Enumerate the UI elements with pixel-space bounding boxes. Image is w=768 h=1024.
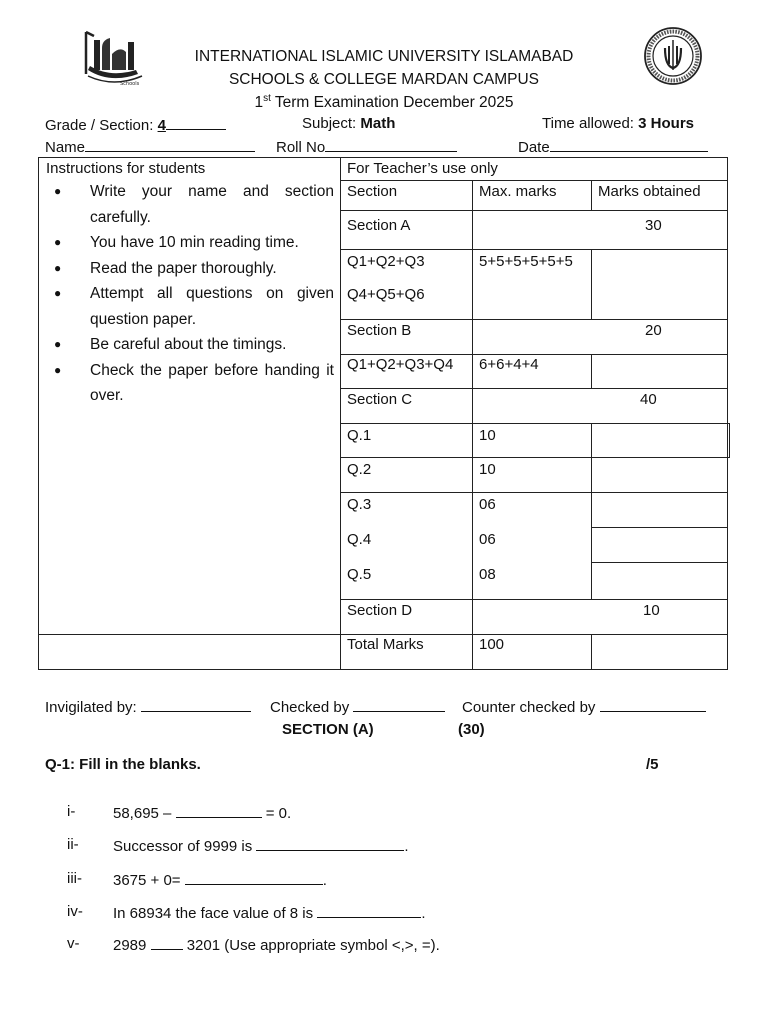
q1-max: 10	[479, 427, 496, 444]
total-marks-label: Total Marks	[347, 636, 424, 653]
answer-blank[interactable]	[176, 803, 262, 818]
campus-name: SCHOOLS & COLLEGE MARDAN CAMPUS	[228, 71, 540, 88]
time-allowed: Time allowed: 3 Hours	[542, 115, 695, 132]
blank-question: Successor of 9999 is .	[113, 838, 409, 855]
section-b-max: 6+6+4+4	[479, 356, 539, 373]
date-field[interactable]: Date	[518, 137, 708, 156]
blank-question: 2989 3201 (Use appropriate symbol <,>, =).	[113, 937, 440, 954]
instruction-item: ● You have 10 min reading time.	[90, 230, 334, 256]
instruction-item: ● Check the paper before handing it over.	[90, 358, 334, 409]
instruction-item: ● Read the paper thoroughly.	[90, 256, 334, 282]
section-a-title: SECTION (A)	[282, 721, 374, 738]
section-a-label: Section A	[347, 217, 411, 234]
q4-label: Q.4	[347, 531, 372, 548]
subject: Subject: Math	[302, 115, 396, 132]
q5-label: Q.5	[347, 566, 372, 583]
q4-max: 06	[479, 531, 496, 548]
q2-max: 10	[479, 461, 496, 478]
col-section-header: Section	[347, 183, 398, 200]
q5-max: 08	[479, 566, 496, 583]
blank-question: In 68934 the face value of 8 is .	[113, 905, 426, 922]
q3-max: 06	[479, 496, 496, 513]
roll-no-field[interactable]: Roll No	[276, 137, 457, 156]
checked-by: Checked by	[270, 697, 445, 716]
teacher-heading: For Teacher’s use only	[347, 160, 498, 177]
item-number: iv-	[67, 903, 83, 920]
col-obtained-header: Marks obtained	[598, 183, 701, 200]
section-a-marks: 30	[645, 217, 662, 234]
section-b-questions: Q1+Q2+Q3+Q4	[347, 356, 454, 373]
answer-blank[interactable]	[317, 903, 421, 918]
section-b-marks: 20	[645, 322, 662, 339]
answer-blank[interactable]	[151, 935, 183, 950]
section-a-total: (30)	[458, 721, 485, 738]
instruction-item: ● Attempt all questions on given question paper.	[90, 281, 334, 332]
section-a-max: 5+5+5+5+5+5	[479, 253, 573, 270]
q3-label: Q.3	[347, 496, 372, 513]
exam-title: 1st Term Examination December 2025	[254, 93, 514, 112]
answer-blank[interactable]	[185, 870, 323, 885]
item-number: iii-	[67, 870, 82, 887]
blank-question: 58,695 – = 0.	[113, 805, 292, 822]
q1-title: Q-1: Fill in the blanks.	[45, 756, 201, 773]
section-a-questions-2: Q4+Q5+Q6	[347, 286, 425, 303]
total-marks-value: 100	[479, 636, 505, 653]
section-d-label: Section D	[347, 602, 413, 619]
blank-question: 3675 + 0= .	[113, 872, 327, 889]
q1-label: Q.1	[347, 427, 372, 444]
section-d-marks: 10	[643, 602, 660, 619]
item-number: v-	[67, 935, 80, 952]
section-b-label: Section B	[347, 322, 412, 339]
item-number: ii-	[67, 836, 79, 853]
section-c-label: Section C	[347, 391, 413, 408]
q1-marks: /5	[646, 756, 659, 773]
svg-text:Schools: Schools	[120, 81, 140, 86]
answer-blank[interactable]	[256, 836, 404, 851]
instruction-item: ● Be careful about the timings.	[90, 332, 334, 358]
grade-section: Grade / Section: 4	[45, 115, 226, 134]
name-field[interactable]: Name	[45, 137, 255, 156]
item-number: i-	[67, 803, 76, 820]
q2-label: Q.2	[347, 461, 372, 478]
instructions-heading: Instructions for students	[46, 160, 206, 177]
counter-checked-by: Counter checked by	[462, 697, 706, 716]
col-max-header: Max. marks	[479, 183, 557, 200]
instruction-item: ● Write your name and section carefully.	[90, 179, 334, 230]
section-c-marks: 40	[640, 391, 657, 408]
instructions-list	[48, 179, 334, 409]
university-name: INTERNATIONAL ISLAMIC UNIVERSITY ISLAMABAD	[194, 48, 574, 65]
section-a-questions-1: Q1+Q2+Q3	[347, 253, 425, 270]
invigilated-by: Invigilated by:	[45, 697, 251, 716]
